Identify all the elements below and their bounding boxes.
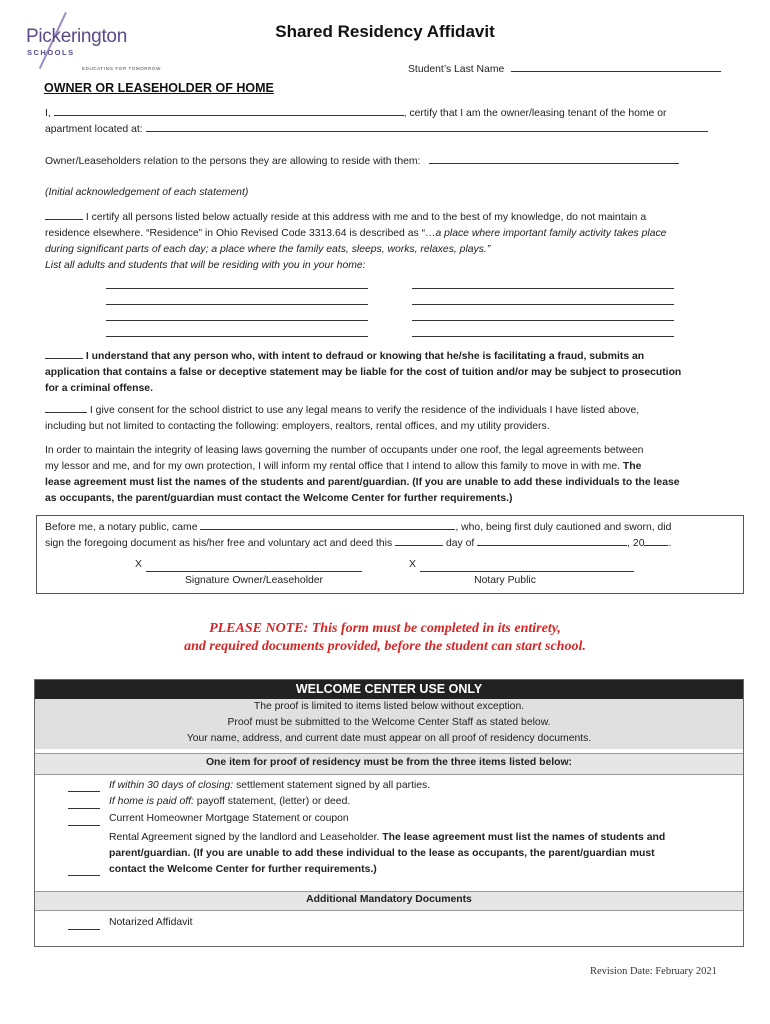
proof-item-1-italic: If within 30 days of closing: [109, 780, 234, 791]
notary-name-field[interactable] [200, 529, 455, 530]
residents-list-label: List all adults and students that will be residing with you in your home: [45, 260, 366, 271]
initial-field-3[interactable] [45, 412, 87, 413]
statement-3-line2: including but not limited to contacting the following: employers, realtors, rental offices, and my utility providers. [45, 421, 550, 432]
resident-line[interactable] [412, 304, 674, 305]
notary-signature-line[interactable] [420, 571, 634, 572]
proof-item-4-a: Rental Agreement signed by the landlord and Leaseholder. [109, 832, 380, 843]
address-field[interactable] [146, 131, 708, 132]
logo-sub: SCHOOLS [27, 48, 75, 57]
item-check-4[interactable] [68, 875, 100, 876]
relation-field[interactable] [429, 163, 679, 164]
resident-line[interactable] [412, 336, 674, 337]
statement-1-line2: residence elsewhere. “Residence” in Ohio Revised Code 3313.64 is described as “… [45, 228, 436, 239]
lease-line4: as occupants, the parent/guardian must contact the Welcome Center for further requirements.) [45, 493, 513, 504]
initial-note: (Initial acknowledgement of each statement) [45, 187, 249, 198]
lease-line2: my lessor and me, and for my own protection, I will inform my rental office that I intend to allow this family to move in with me. [45, 461, 620, 472]
lease-line1: In order to maintain the integrity of leasing laws governing the number of occupants under one roof, the legal agreements between [45, 445, 644, 456]
welcome-info-3: Your name, address, and current date must appear on all proof of residency documents. [186, 733, 592, 744]
lease-line3: lease agreement must list the names of the students and parent/guardian. (If you are unable to add these individuals to the lease [45, 477, 680, 488]
notary-day-field[interactable] [395, 545, 443, 546]
proof-item-1 [109, 780, 430, 791]
statement-2 [45, 349, 737, 397]
notary-line2-c: , 20 [627, 538, 645, 549]
proof-item-4-d: contact the Welcome Center for further requirements.) [109, 864, 377, 875]
owner-signature-label: Signature Owner/Leaseholder [184, 575, 324, 586]
please-note-line2: and required documents provided, before the student can start school. [184, 639, 586, 654]
statement-1-line3: during significant parts of each day; a place where the family eats, sleeps, works, relaxes, plays.” [45, 244, 491, 255]
lease-paragraph [45, 443, 737, 507]
proof-item-3: Current Homeowner Mortgage Statement or coupon [109, 813, 349, 824]
additional-heading: Additional Mandatory Documents [306, 894, 472, 905]
item-check-3[interactable] [68, 825, 100, 826]
resident-line[interactable] [106, 336, 368, 337]
owner-section-heading: OWNER OR LEASEHOLDER OF HOME [44, 81, 274, 95]
notary-sig-x: X [409, 559, 416, 570]
affidavit-check[interactable] [68, 929, 100, 930]
owner-name-field[interactable] [54, 115, 404, 116]
notary-line1-b: , who, being first duly cautioned and sworn, did [455, 522, 672, 533]
owner-name-line [45, 106, 737, 122]
statement-1 [45, 210, 737, 274]
address-line [45, 122, 737, 138]
statement-3 [45, 403, 737, 435]
one-item-heading: One item for proof of residency must be from the three items listed below: [205, 757, 573, 768]
statement-3-line1: I give consent for the school district to use any legal means to verify the residence of the individuals I have listed above, [89, 405, 640, 416]
welcome-center-heading: WELCOME CENTER USE ONLY [35, 680, 743, 699]
notarized-affidavit: Notarized Affidavit [109, 917, 193, 928]
proof-item-4-b: The lease agreement must list the names of students and [382, 832, 666, 843]
logo-tagline: EDUCATING FOR TOMORROW [82, 66, 161, 71]
owner-line-suffix: , certify that I am the owner/leasing tenant of the home or [403, 108, 667, 119]
item-check-2[interactable] [68, 808, 100, 809]
owner-line-prefix: I, [45, 108, 51, 119]
statement-1-line1: I certify all persons listed below actually reside at this address with me and to the best of my knowledge, do not maintain a [85, 212, 647, 223]
student-last-name-row [408, 64, 721, 75]
notary-text [45, 520, 735, 552]
logo-name: Pickerington [26, 26, 127, 47]
item-check-1[interactable] [68, 791, 100, 792]
initial-field-1[interactable] [45, 219, 83, 220]
resident-line[interactable] [106, 304, 368, 305]
notary-line2-b: day of [445, 538, 475, 549]
initial-field-2[interactable] [45, 358, 83, 359]
owner-sig-x: X [135, 559, 142, 570]
notary-line1-a: Before me, a notary public, came [45, 522, 198, 533]
welcome-info-1: The proof is limited to items listed below without exception. [253, 701, 525, 712]
please-note-line1: PLEASE NOTE: This form must be completed in its entirety, [209, 621, 561, 636]
proof-item-2 [109, 796, 350, 807]
address-label: apartment located at: [45, 124, 143, 135]
statement-2-line3: for a criminal offense. [45, 383, 153, 394]
resident-line[interactable] [412, 320, 674, 321]
notary-public-label: Notary Public [474, 575, 536, 586]
page-title: Shared Residency Affidavit [275, 22, 495, 41]
student-last-name-field[interactable] [511, 71, 721, 72]
notary-line2-d: . [668, 538, 672, 549]
statement-1-line2-italic: a place where important family activity takes place [435, 228, 667, 239]
relation-line [45, 154, 737, 170]
notary-line2-a: sign the foregoing document as his/her free and voluntary act and deed this [45, 538, 393, 549]
owner-signature-line[interactable] [146, 571, 362, 572]
notary-year-field[interactable] [644, 545, 668, 546]
proof-item-4-c: parent/guardian. (If you are unable to add these individual to the lease as occupants, the parent/guardian must [109, 848, 655, 859]
proof-item-1-text: settlement statement signed by all parties. [233, 780, 431, 791]
revision-date: Revision Date: February 2021 [590, 966, 717, 977]
statement-2-line1: I understand that any person who, with intent to defraud or knowing that he/she is facilitating a fraud, submits an [85, 351, 645, 362]
resident-line[interactable] [412, 288, 674, 289]
student-last-name-label: Student’s Last Name [408, 64, 505, 75]
notary-month-field[interactable] [477, 545, 627, 546]
resident-line[interactable] [106, 288, 368, 289]
resident-line[interactable] [106, 320, 368, 321]
proof-item-4 [109, 830, 729, 878]
lease-line2-bold: The [622, 461, 642, 472]
proof-item-2-text: payoff statement, (letter) or deed. [193, 796, 351, 807]
proof-item-2-italic: If home is paid off: [109, 796, 194, 807]
relation-label: Owner/Leaseholders relation to the persons they are allowing to reside with them: [45, 156, 421, 167]
statement-2-line2: application that contains a false or deceptive statement may be liable for the cost of tuition and/or may be subject to prosecution [45, 367, 682, 378]
welcome-info-2: Proof must be submitted to the Welcome Center Staff as stated below. [227, 717, 551, 728]
